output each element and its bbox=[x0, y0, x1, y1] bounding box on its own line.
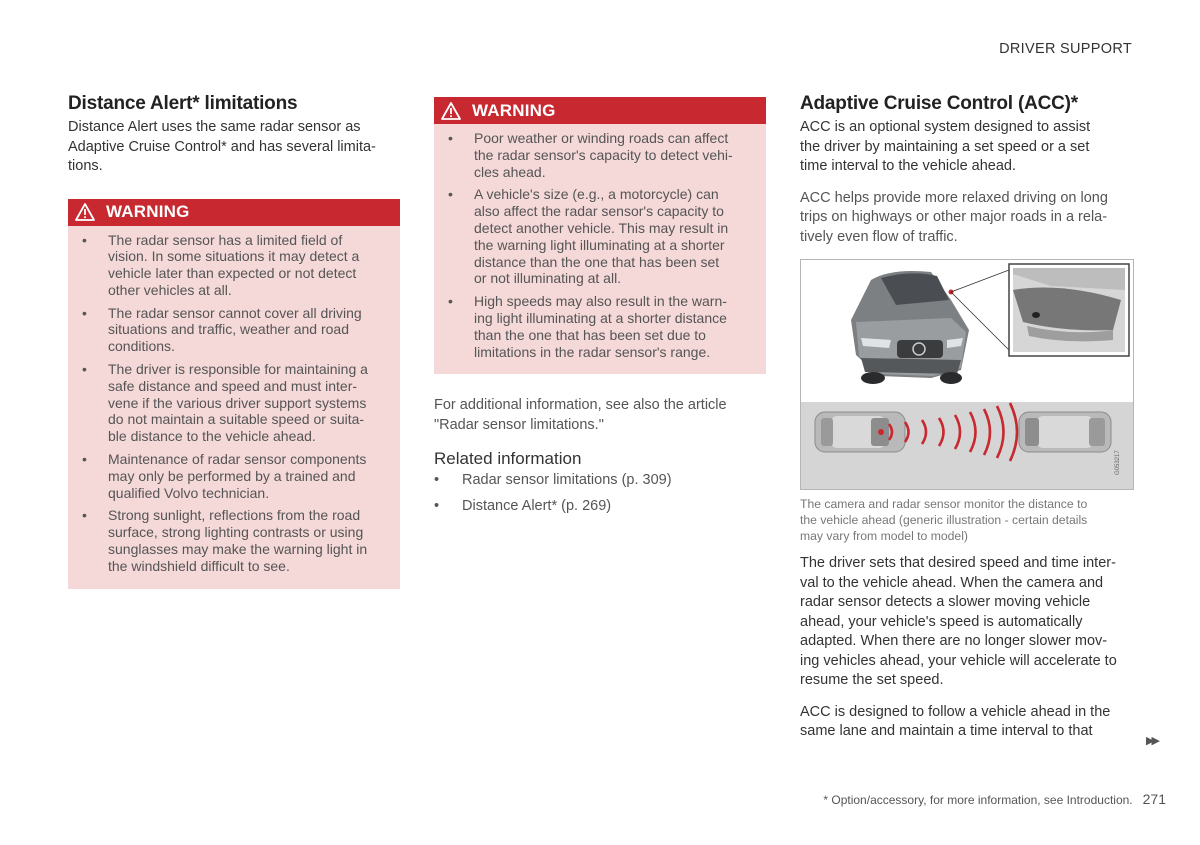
warning-triangle-icon bbox=[440, 101, 462, 121]
column-warning-related bbox=[434, 97, 766, 523]
list-item: • The driver is responsible for maintaining a safe distance and speed and must inter- vene if the various driver support systems do not maintain a suitable speed or suita- ble distance to the vehicle ahead. bbox=[82, 361, 368, 445]
acc-illustration bbox=[800, 259, 1134, 490]
additional-info: For additional information, see also the article "Radar sensor limitations." bbox=[434, 397, 727, 433]
list-item: • Poor weather or winding roads can affect the radar sensor's capacity to detect vehi- cles ahead. bbox=[448, 130, 733, 180]
warning-list bbox=[68, 226, 400, 575]
list-item: • Maintenance of radar sensor components may only be performed by a trained and qualified Volvo technician. bbox=[82, 451, 367, 501]
warning-header bbox=[68, 199, 400, 226]
acc-intro: ACC is an optional system designed to assist the driver by maintaining a set speed or a set time interval to the vehicle ahead. bbox=[800, 119, 1091, 174]
list-item: • Strong sunlight, reflections from the road surface, strong lighting contrasts or using sunglasses may make the warning light in the windshield difficult to see. bbox=[82, 507, 368, 574]
figure-caption: The camera and radar sensor monitor the distance to the vehicle ahead (generic illustration - certain details may vary from model to model) bbox=[800, 497, 1088, 543]
warning-label: WARNING bbox=[106, 202, 190, 221]
warning-label: WARNING bbox=[472, 100, 556, 120]
section-title-acc: Adaptive Cruise Control (ACC)* bbox=[800, 93, 1078, 114]
windshield-camera-inset bbox=[1009, 264, 1129, 356]
warning-header bbox=[434, 97, 766, 124]
vehicle-ahead-top-view bbox=[1019, 412, 1111, 452]
related-links bbox=[434, 471, 766, 516]
list-item: • High speeds may also result in the warn- ing light illuminating at a shorter distance than the one that has been set due to limitations in the radar sensor's range. bbox=[448, 293, 727, 360]
column-acc bbox=[800, 93, 1134, 754]
warning-box-2 bbox=[434, 97, 766, 374]
related-link-distance-alert[interactable]: • Distance Alert* (p. 269) bbox=[434, 498, 612, 515]
related-link-radar-sensor-limitations[interactable]: • Radar sensor limitations (p. 309) bbox=[434, 472, 672, 489]
acc-paragraph-2: ACC helps provide more relaxed driving on long trips on highways or other major roads in a rela- tively even flow of traffic. bbox=[800, 189, 1108, 245]
page-number: 271 bbox=[1142, 791, 1166, 807]
section-title-distance-alert: Distance Alert* limitations bbox=[68, 93, 298, 114]
column-distance-alert bbox=[68, 93, 400, 589]
warning-triangle-icon bbox=[74, 202, 96, 222]
acc-illustration-svg bbox=[801, 260, 1133, 489]
list-item: • The radar sensor cannot cover all driving situations and traffic, weather and road conditions. bbox=[82, 304, 362, 355]
related-information-heading: Related information bbox=[434, 449, 582, 469]
figure-code: G053217 bbox=[1115, 450, 1121, 475]
page-footer bbox=[823, 791, 1166, 807]
acc-paragraph-3: The driver sets that desired speed and time inter- val to the vehicle ahead. When the camera and radar sensor detects a slower moving vehicle ahead, your vehicle's speed is automatically adapted. When there are no longer slower mov- ing vehicles ahead, your vehicle will accelerate to resume the set speed. bbox=[800, 555, 1117, 688]
section-header: DRIVER SUPPORT bbox=[999, 41, 1132, 57]
list-item: • The radar sensor has a limited field of vision. In some situations it may detect a vehicle later than expected or not detect other vehicles at all. bbox=[82, 231, 360, 298]
warning-box-1 bbox=[68, 199, 400, 589]
warning-list bbox=[434, 124, 766, 360]
list-item: • A vehicle's size (e.g., a motorcycle) can also affect the radar sensor's capacity to detect another vehicle. This may result in the warning light illuminating at a shorter distance than the one that has been set or not illuminating at all. bbox=[448, 186, 729, 287]
distance-alert-intro: Distance Alert uses the same radar sensor as Adaptive Cruise Control* and has several limita- tions. bbox=[68, 119, 376, 174]
double-arrow-right-icon: ▶▶ bbox=[1146, 735, 1157, 747]
acc-paragraph-4: ACC is designed to follow a vehicle ahead in the same lane and maintain a time interval to that bbox=[800, 703, 1111, 739]
footnote: * Option/accessory, for more information, see Introduction. bbox=[823, 793, 1133, 807]
